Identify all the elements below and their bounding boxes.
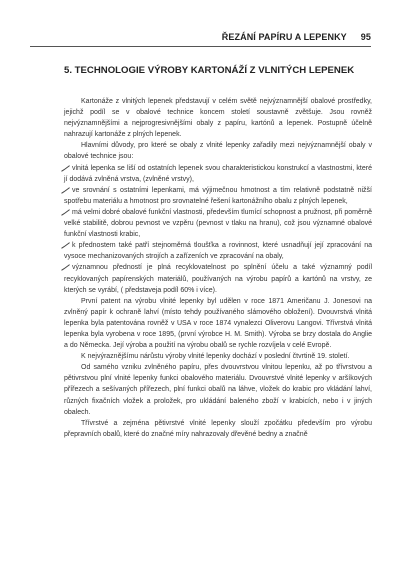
check-mark-icon — [61, 187, 70, 194]
check-mark-icon — [61, 264, 70, 271]
paragraph: První patent na výrobu vlnité lepenky byl udělen v roce 1871 Američanu J. Jonesovi na zvlněný papír k ochraně lahví (místo tehdy používaného slámového obložení). Dvouvrstvá vlnitá lepenka byla patentována rovněž v USA v roce 1874 vynalezci Oliverovu Langovi. Třívrstvá vlnitá lepenka byla vyrobena v roce 1895, (první výrobce H. M. Smith). Výroba se brzy dostala do Anglie a do Německa. Její výroba a použití na výrobu obalů se rychle rozvíjela v celé Evropě. — [64, 297, 372, 350]
list-item — [64, 163, 372, 185]
list-item-text: významnou předností je plná recyklovatelnost po splnění účelu a také významný podíl recyklovaných papírenských materiálů, používaných na výrobu papírů a kartónů na vrstvy, ze kterých se vyrábí, ( představeja podíl 60% i více). — [64, 264, 372, 294]
paragraph: Hlavními důvody, pro které se obaly z vlnité lepenky zařadily mezi nejvýznamnější obaly v obalové technice jsou: — [64, 142, 372, 161]
list-item-text: k přednostem také patří stejnoměrná tloušťka a rovinnost, které usnadňují její zpracování na vysoce mechanizovaných strojích a zařízeních ve zpracování na obaly, — [64, 242, 372, 261]
list-item-text: vlnitá lepenka se liší od ostatních lepenek svou charakteristickou konstrukcí a vlastnostmi, které jí dodává zvlněná vrstva, (zvlněné vrstvy), — [64, 164, 372, 183]
list-item — [64, 240, 372, 262]
check-mark-icon — [61, 242, 70, 249]
running-head-title: ŘEZÁNÍ PAPÍRU A LEPENKY — [221, 32, 347, 42]
paragraph: K nejvýraznějšímu nárůstu výroby vlnité lepenky dochází v poslední čtvrtině 19. století. — [81, 353, 350, 361]
list-item-text: ve srovnání s ostatními lepenkami, má výjimečnou hmotnost a tím relativně podstatně nižší spotřebu materiálu a hmotnost pro srovnatelné řešení kartonážního obalu z plných lepenek, — [64, 186, 372, 205]
list-item — [64, 185, 372, 207]
list-item-text: má velmi dobré obalové funkční vlastnosti, především tlumící schopnost a pružnost, při poměrně velké stabilitě, dobrou pevnost ve vzpěru (pevnost v tlaku na hranu), což jsou významné obalové funkční vlastnosti krabic, — [64, 208, 372, 239]
check-mark-icon — [61, 165, 70, 172]
chapter-title: 5. TECHNOLOGIE VÝROBY KARTONÁŽÍ Z VLNITÝCH LEPENEK — [64, 65, 355, 76]
running-head — [30, 30, 371, 44]
list-item — [64, 207, 372, 240]
paragraph: Třívrstvé a zejména pětivrstvé vlnité lepenky slouží zpočátku především pro výrobu přepravních obalů, které do značné míry nahrazovaly dřevěné bedny a značně — [64, 419, 372, 438]
list-item — [64, 262, 372, 295]
paragraph: Kartonáže z vlnitých lepenek představují v celém světě nejvýznamnější obalové prostředky, jejichž podíl se v obalové technice koncem století soustavně zvětšuje. Jsou rovněž nejvýznamnějšími a nejprogresivnějšími obaly z papíru, kartónů a lepenek. Postupně účelně nahrazují kartonáže z plných lepenek. — [64, 98, 372, 139]
bullet-list — [64, 163, 372, 296]
paragraph: Od samého vzniku zvlněného papíru, přes dvouvrstvou vlnitou lepenku, až po třívrstvou a pětivrstvou plní vlnité lepenky funkci obalového materiálu. Dvouvrstvé vlnité lepenky v aršíkových přířezech a sešívaných přířezech, plní funkci obalů na láhve, vložek do krabic pro vkládání lahví, různých fixačních vložek a proložek, pro ukládání baleného zboží v krabicích, nebo i v jiných obalech. — [64, 364, 372, 416]
header-rule — [30, 46, 371, 47]
body-text — [64, 96, 372, 440]
page-number: 95 — [360, 32, 371, 42]
check-mark-icon — [61, 209, 70, 216]
